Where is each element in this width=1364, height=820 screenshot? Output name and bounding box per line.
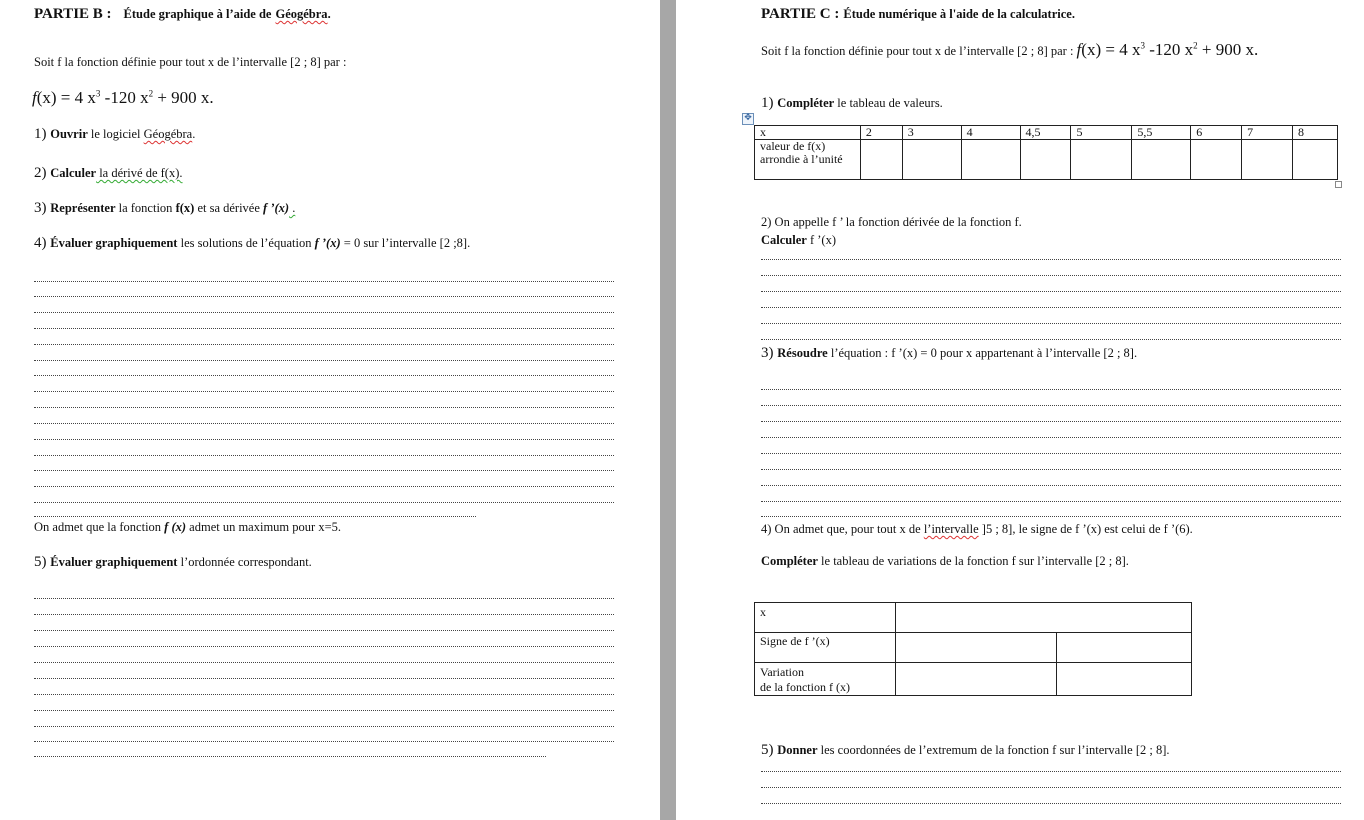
value-table-empty-cell[interactable] <box>902 140 961 180</box>
page-partie-b <box>0 0 660 820</box>
value-table-x-cell: 2 <box>860 126 902 140</box>
partie-b-admit-text: On admet que la fonction f (x) admet un maximum pour x=5. <box>34 520 341 534</box>
value-table-x-label: x <box>755 126 861 140</box>
value-table-empty-cell[interactable] <box>1132 140 1191 180</box>
value-table-empty-cell[interactable] <box>1293 140 1338 180</box>
value-table-x-cell: 4 <box>961 126 1020 140</box>
partie-c-intro: Soit f la fonction définie pour tout x de l’intervalle [2 ; 8] par : f(x) = 4 $x^3$ -120 $x^2 + 900$ x. <box>761 40 1259 59</box>
value-table-values-row <box>755 140 1338 180</box>
page-gutter <box>660 0 676 820</box>
variation-table-empty-cell[interactable] <box>896 603 1192 633</box>
value-table-x-cell: 3 <box>902 126 961 140</box>
variation-table-empty-cell[interactable] <box>896 633 1057 663</box>
value-table-empty-cell[interactable] <box>961 140 1020 180</box>
partie-c-question-4: 4) On admet que, pour tout x de l’intervalle ]5 ; 8], le signe de f ’(x) est celui de f ’(6). <box>761 522 1193 536</box>
variation-table-empty-cell[interactable] <box>896 663 1057 696</box>
partie-b-question-4: 4) Évaluer graphiquement les solutions de l’équation f ’(x) = 0 sur l’intervalle [2 ;8]. <box>34 235 471 251</box>
partie-c-question-3: 3) Résoudre l’équation : f ’(x) = 0 pour x appartenant à l’intervalle [2 ; 8]. <box>761 345 1138 361</box>
value-table[interactable] <box>754 125 1338 180</box>
value-table-header-row <box>755 126 1338 140</box>
variation-table-sign-row <box>755 633 1192 663</box>
partie-b-question-2: 2) Calculer la dérivé de f(x). <box>34 165 183 181</box>
value-table-x-cell: 7 <box>1242 126 1293 140</box>
value-table-x-cell: 4,5 <box>1020 126 1071 140</box>
variation-table-x-label: x <box>755 603 896 633</box>
partie-c-question-1: 1) Compléter le tableau de valeurs. <box>761 95 943 111</box>
value-table-empty-cell[interactable] <box>1020 140 1071 180</box>
partie-b-question-5: 5) Évaluer graphiquement l’ordonnée correspondant. <box>34 554 312 570</box>
value-table-empty-cell[interactable] <box>860 140 902 180</box>
table-move-handle-icon[interactable]: ✥ <box>742 113 754 125</box>
value-table-empty-cell[interactable] <box>1071 140 1132 180</box>
variation-table-empty-cell[interactable] <box>1057 633 1192 663</box>
value-table-x-cell: 5 <box>1071 126 1132 140</box>
partie-c-complete-variations: Compléter le tableau de variations de la fonction f sur l’intervalle [2 ; 8]. <box>761 554 1129 568</box>
partie-c-question-2: 2) On appelle f ’ la fonction dérivée de la fonction f. <box>761 215 1022 229</box>
value-table-x-cell: 5,5 <box>1132 126 1191 140</box>
variation-table-empty-cell[interactable] <box>1057 663 1192 696</box>
partie-c-title: PARTIE C : Étude numérique à l'aide de la calculatrice. <box>761 6 1075 22</box>
value-table-empty-cell[interactable] <box>1191 140 1242 180</box>
partie-b-intro: Soit f la fonction définie pour tout x de l’intervalle [2 ; 8] par : <box>34 55 347 69</box>
value-table-row-label: valeur de f(x) arrondie à l’unité <box>755 140 861 180</box>
partie-b-question-3: 3) Représenter la fonction f(x) et sa dérivée f ’(x) . <box>34 200 296 216</box>
variation-table[interactable] <box>754 602 1192 696</box>
page-partie-c <box>676 0 1364 820</box>
partie-b-formula: f(x) = 4 $x^3$ -120 $x^2 + 900$ x. <box>32 88 214 107</box>
variation-table-variation-row <box>755 663 1192 696</box>
table-resize-handle[interactable] <box>1335 181 1342 188</box>
value-table-x-cell: 6 <box>1191 126 1242 140</box>
partie-b-question-1: 1) Ouvrir le logiciel Géogébra. <box>34 126 196 142</box>
partie-b-title: PARTIE B : Étude graphique à l’aide de Géogébra. <box>34 6 331 22</box>
variation-table-x-row <box>755 603 1192 633</box>
partie-c-question-2-calc: Calculer f ’(x) <box>761 233 836 247</box>
partie-c-question-5: 5) Donner les coordonnées de l’extremum de la fonction f sur l’intervalle [2 ; 8]. <box>761 742 1170 758</box>
variation-table-variation-label: Variation de la fonction f (x) <box>755 663 896 696</box>
value-table-x-cell: 8 <box>1293 126 1338 140</box>
value-table-empty-cell[interactable] <box>1242 140 1293 180</box>
variation-table-sign-label: Signe de f ’(x) <box>755 633 896 663</box>
